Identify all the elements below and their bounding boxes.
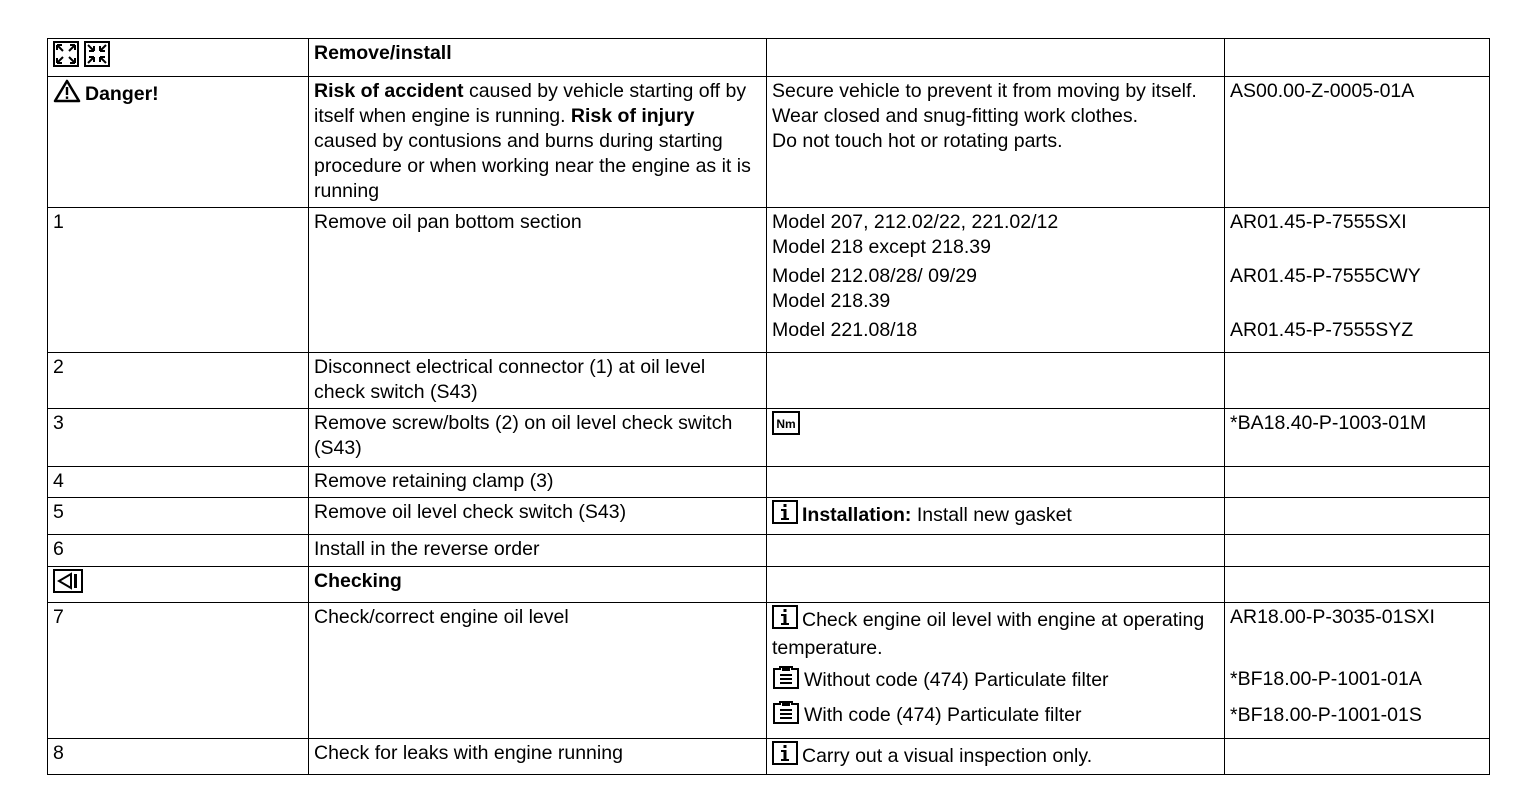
info-icon bbox=[772, 500, 798, 531]
safety-measure: Secure vehicle to prevent it from moving by itself. bbox=[772, 80, 1197, 102]
step-number: 2 bbox=[48, 353, 309, 409]
reference-link[interactable]: AR18.00-P-3035-01SXI bbox=[1230, 606, 1435, 628]
step-number: 3 bbox=[48, 409, 309, 467]
table-row bbox=[48, 77, 1490, 208]
warning-triangle-icon bbox=[53, 79, 81, 110]
model-group: Model 207, 212.02/22, 221.02/12 Model 218 except 218.39 bbox=[772, 211, 1059, 258]
safety-measure: Do not touch hot or rotating parts. bbox=[772, 130, 1063, 152]
step-text: Remove oil level check switch (S43) bbox=[309, 498, 767, 535]
installation-label: Installation: bbox=[802, 504, 912, 526]
torque-icon bbox=[772, 411, 800, 442]
spec-note: Without code (474) Particulate filter bbox=[804, 669, 1109, 691]
collapse-icon bbox=[84, 41, 110, 74]
table-row bbox=[48, 39, 1490, 77]
section-title: Remove/install bbox=[309, 39, 767, 77]
table-row bbox=[48, 353, 1490, 409]
reference-link[interactable]: *BF18.00-P-1001-01S bbox=[1230, 704, 1422, 726]
reference-link[interactable]: *BF18.00-P-1001-01A bbox=[1230, 668, 1422, 690]
table-row bbox=[48, 603, 1490, 739]
reference-link[interactable]: AS00.00-Z-0005-01A bbox=[1225, 77, 1490, 208]
table-row bbox=[48, 467, 1490, 498]
model-group: Model 221.08/18 bbox=[772, 319, 918, 341]
step-number: 5 bbox=[48, 498, 309, 535]
step-text: Check for leaks with engine running bbox=[309, 739, 767, 775]
table-row bbox=[48, 739, 1490, 775]
spec-note: With code (474) Particulate filter bbox=[804, 704, 1082, 726]
spec-sheet-icon bbox=[772, 665, 800, 696]
table-row bbox=[48, 498, 1490, 535]
risk-injury-label: Risk of injury bbox=[570, 105, 695, 127]
installation-note: Install new gasket bbox=[911, 504, 1072, 526]
step-text: Remove screw/bolts (2) on oil level check switch (S43) bbox=[309, 409, 767, 467]
table-row bbox=[48, 409, 1490, 467]
table-row bbox=[48, 208, 1490, 353]
step-text: Disconnect electrical connector (1) at oil level check switch (S43) bbox=[309, 353, 767, 409]
check-note: Check engine oil level with engine at operating temperature. bbox=[772, 609, 1205, 659]
expand-icon bbox=[53, 41, 79, 74]
table-row bbox=[48, 567, 1490, 603]
info-icon bbox=[772, 605, 798, 636]
step-number: 6 bbox=[48, 535, 309, 567]
step-number: 1 bbox=[48, 208, 309, 353]
step-number: 4 bbox=[48, 467, 309, 498]
step-text: Remove oil pan bottom section bbox=[309, 208, 767, 353]
reference-link[interactable]: *BA18.40-P-1003-01M bbox=[1225, 409, 1490, 467]
reference-link[interactable]: AR01.45-P-7555SXI bbox=[1230, 211, 1407, 233]
step-text: Install in the reverse order bbox=[309, 535, 767, 567]
model-group: Model 212.08/28/ 09/29 Model 218.39 bbox=[772, 265, 977, 312]
step-text: Remove retaining clamp (3) bbox=[309, 467, 767, 498]
checking-icon bbox=[53, 569, 83, 600]
table-row bbox=[48, 535, 1490, 567]
reference-link[interactable]: AR01.45-P-7555SYZ bbox=[1230, 319, 1414, 341]
reference-link[interactable]: AR01.45-P-7555CWY bbox=[1230, 265, 1421, 287]
step-number: 7 bbox=[48, 603, 309, 739]
risk-accident-text: caused by vehicle starting off by itself when engine is running. bbox=[314, 80, 747, 127]
svg-text:Nm: Nm bbox=[776, 417, 796, 431]
info-icon bbox=[772, 741, 798, 772]
danger-label: Danger! bbox=[85, 83, 159, 105]
step-text: Check/correct engine oil level bbox=[309, 603, 767, 739]
procedure-table bbox=[47, 38, 1490, 775]
step-number: 8 bbox=[48, 739, 309, 775]
spec-sheet-icon bbox=[772, 700, 800, 731]
safety-measure: Wear closed and snug-fitting work clothes. bbox=[772, 105, 1138, 127]
risk-accident-label: Risk of accident bbox=[314, 80, 464, 102]
section-title: Checking bbox=[309, 567, 767, 603]
risk-injury-text: caused by contusions and burns during starting procedure or when working near the engine as it is running bbox=[314, 130, 751, 202]
inspection-note: Carry out a visual inspection only. bbox=[802, 745, 1093, 767]
